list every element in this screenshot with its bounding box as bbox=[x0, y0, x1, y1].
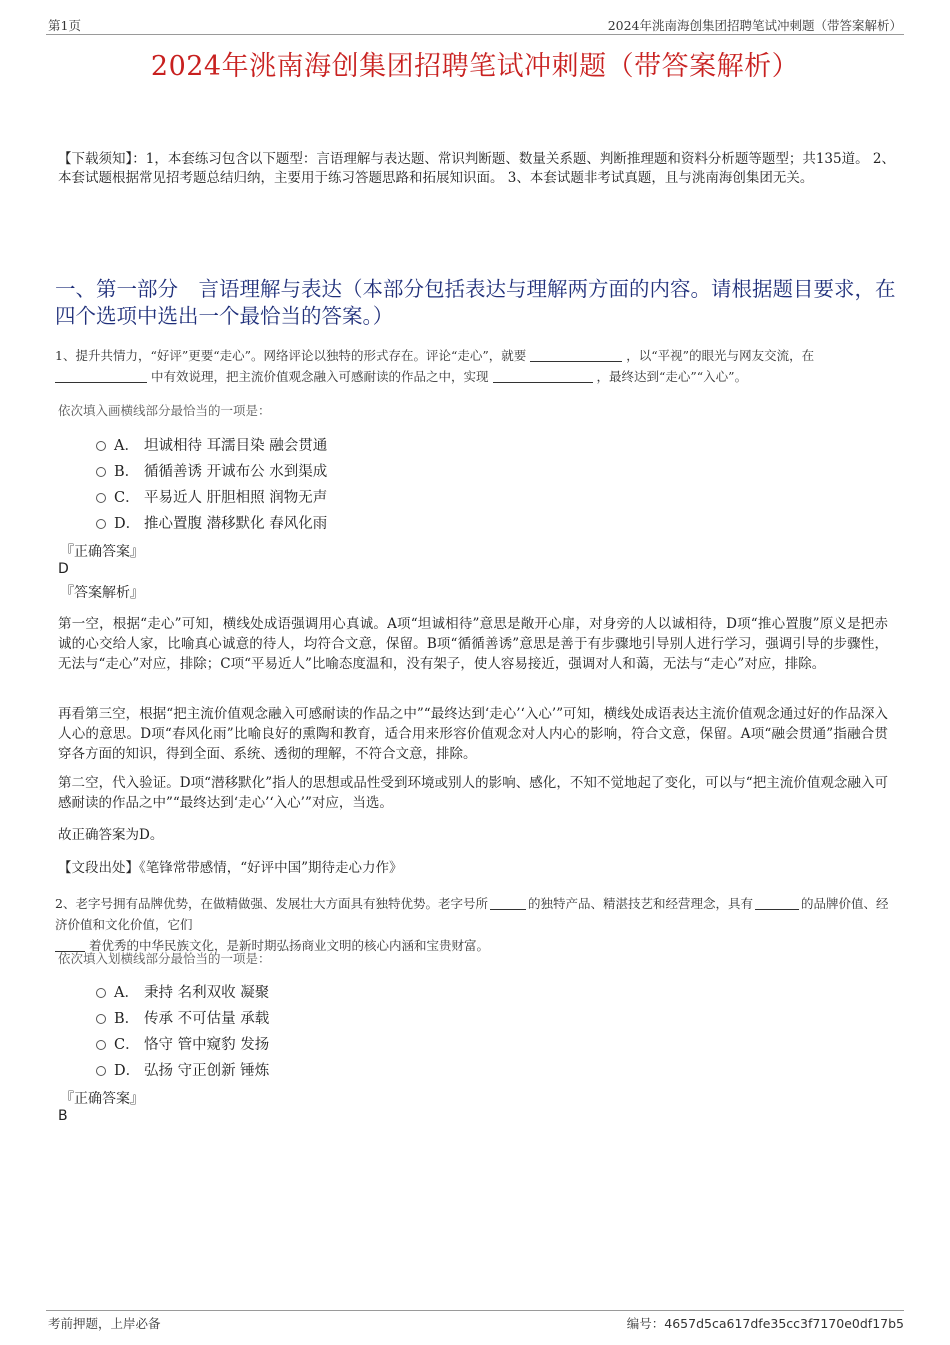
page-header bbox=[46, 14, 904, 35]
analysis-paragraph: 第二空，代入验证。D项“潜移默化”指人的思想或品性受到环境或别人的影响、感化，不知不觉地起了变化，可以与“把主流价值观念融入可感耐读的作品之中”“最终达到‘走心’‘入心’”对应，当选。 bbox=[58, 775, 888, 811]
blank bbox=[755, 896, 799, 910]
radio-icon[interactable] bbox=[96, 519, 106, 529]
analysis-conclusion: 故正确答案为D。 bbox=[58, 827, 164, 843]
footer-divider bbox=[46, 1310, 904, 1311]
option-c[interactable]: C． 平易近人 肝胆相照 润物无声 bbox=[96, 487, 327, 509]
option-d[interactable]: D． 弘扬 守正创新 锤炼 bbox=[96, 1060, 269, 1082]
q2-stem-part: 着优秀的中华民族文化，是新时期弘扬商业文明的核心内涵和宝贵财富。 bbox=[89, 938, 490, 953]
download-notice: 【下载须知】：1，本套练习包含以下题型：言语理解与表达题、常识判断题、数量关系题、判断推理题和资料分析题等题型；共135道。 2、本套试题根据常见招考题总结归纳，主要用于练习答题思路和拓展知识面。 3、本套试题非考试真题，且与洮南海创集团无关。 bbox=[58, 151, 895, 186]
q2-stem-part: 的独特产品、精湛技艺和经营理念，具有 bbox=[527, 896, 753, 911]
q2-stem-part: 2、老字号拥有品牌优势，在做精做强、发展壮大方面具有独特优势。老字号所 bbox=[55, 896, 488, 911]
section-title: 一、第一部分 言语理解与表达（本部分包括表达与理解两方面的内容。请根据题目要求，在四个选项中选出一个最恰当的答案。） bbox=[55, 277, 896, 328]
correct-answer-label: 『正确答案』 bbox=[60, 544, 144, 560]
header-doc-title: 2024年洮南海创集团招聘笔试冲刺题（带答案解析） bbox=[607, 18, 902, 33]
radio-icon[interactable] bbox=[96, 1014, 106, 1024]
footer-code bbox=[627, 1314, 904, 1332]
blank bbox=[490, 896, 526, 910]
document-title: 2024年洮南海创集团招聘笔试冲刺题（带答案解析） bbox=[150, 51, 800, 82]
option-b[interactable]: B． 传承 不可估量 承载 bbox=[96, 1008, 269, 1030]
question-1-instruction: 依次填入画横线部分最恰当的一项是： bbox=[58, 403, 271, 418]
q2-stem-part: 的品牌价值、经济价值和文化价值，它们 bbox=[55, 896, 889, 932]
radio-icon[interactable] bbox=[96, 1040, 106, 1050]
q1-stem-part: ，以“平视”的眼光与网友交流，在 bbox=[626, 348, 815, 363]
question-2-stem bbox=[55, 893, 900, 956]
option-a[interactable]: A． 秉持 名利双收 凝聚 bbox=[96, 982, 269, 1004]
analysis-paragraph: 第一空，根据“走心”可知，横线处成语强调用心真诚。A项“坦诚相待”意思是敞开心扉，对身旁的人以诚相待，D项“推心置腹”原义是把赤诚的心交给人家，比喻真心诚意的待人，均符合文意，保留。B项“循循善诱”意思是善于有步骤地引导别人进行学习，强调引导的步骤性，无法与“走心”对应，排除；C项“平易近人”比喻态度温和，没有架子，使人容易接近，强调对人和蔼，无法与“走心”对应，排除。 bbox=[58, 616, 888, 672]
footer-code-value: 4657d5ca617dfe35cc3f7170e0df17b5 bbox=[664, 1316, 904, 1331]
source-citation: 【文段出处】《笔锋常带感情，“好评中国”期待走心力作》 bbox=[58, 860, 403, 876]
radio-icon[interactable] bbox=[96, 1066, 106, 1076]
correct-answer: D bbox=[58, 561, 69, 577]
footer-code-label: 编号： bbox=[626, 1316, 665, 1331]
option-b[interactable]: B． 循循善诱 开诚布公 水到渠成 bbox=[96, 461, 327, 483]
analysis-label: 『答案解析』 bbox=[60, 585, 144, 601]
option-c[interactable]: C． 恪守 管中窥豹 发扬 bbox=[96, 1034, 269, 1056]
radio-icon[interactable] bbox=[96, 988, 106, 998]
radio-icon[interactable] bbox=[96, 467, 106, 477]
option-a[interactable]: A． 坦诚相待 耳濡目染 融会贯通 bbox=[96, 435, 327, 457]
page-number: 第1页 bbox=[48, 18, 81, 33]
blank bbox=[530, 348, 622, 362]
option-d[interactable]: D． 推心置腹 潜移默化 春风化雨 bbox=[96, 513, 327, 535]
radio-icon[interactable] bbox=[96, 441, 106, 451]
q1-stem-part: ，最终达到“走心”“入心”。 bbox=[596, 369, 748, 384]
footer-slogan: 考前押题，上岸必备 bbox=[48, 1316, 161, 1331]
correct-answer: B bbox=[58, 1108, 68, 1124]
blank bbox=[493, 369, 593, 383]
correct-answer-label: 『正确答案』 bbox=[60, 1091, 144, 1107]
q1-stem-part: 中有效说理，把主流价值观念融入可感耐读的作品之中，实现 bbox=[151, 369, 489, 384]
question-1-stem bbox=[55, 345, 900, 387]
q1-stem-part: 1、提升共情力，“好评”更要“走心”。网络评论以独特的形式存在。评论“走心”，就要 bbox=[55, 348, 527, 363]
blank bbox=[55, 369, 147, 383]
question-2-instruction: 依次填入划横线部分最恰当的一项是： bbox=[58, 951, 271, 966]
analysis-paragraph: 再看第三空，根据“把主流价值观念融入可感耐读的作品之中”“最终达到‘走心’‘入心’”可知，横线处成语表达主流价值观念通过好的作品深入人心的意思。D项“春风化雨”比喻良好的熏陶和教育，适合用来形容价值观念对人内心的影响，符合文意，保留。A项“融会贯通”指融合贯穿各方面的知识，得到全面、系统、透彻的理解，不符合文意，排除。 bbox=[58, 706, 888, 762]
radio-icon[interactable] bbox=[96, 493, 106, 503]
